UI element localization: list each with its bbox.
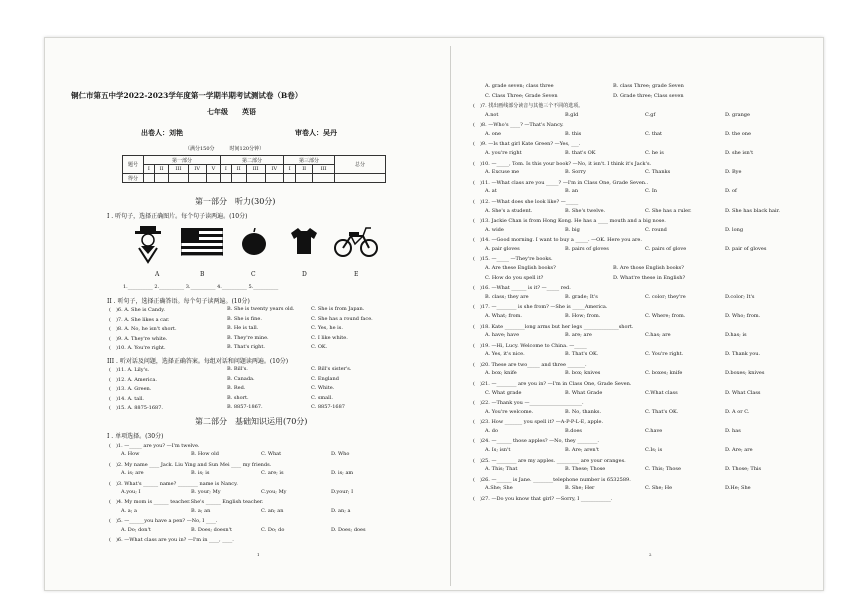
option-text[interactable]: C. that [645,130,663,137]
question-text: ( )9. A. They're white. [109,335,168,342]
option-text[interactable]: D. grange [725,111,750,118]
page-number-left: 1 [257,552,260,557]
option-text[interactable]: A. grade seven; class three [485,83,554,89]
option-text[interactable]: A.She; She [485,485,513,492]
option-text[interactable]: B. She is twenty years old. [227,306,295,312]
option-text[interactable]: C. White. [311,385,335,392]
score-cell[interactable] [206,174,220,183]
question-text: ( )16. —What ______ is it? —_____ red. [473,285,571,292]
reviewer-label: 审卷人：吴丹 [295,128,337,137]
question-text: ( )7. A. She likes a car. [109,316,170,323]
question-text: ( )11. —What class are you _____? —I'm in Class One, Grade Seven.. [473,179,649,186]
option-text[interactable]: C. pairs of glove [645,245,687,252]
option-text[interactable]: A. What; from. [485,312,522,319]
question-text: ( )21. —________ are you in? —I'm in Class One, Grade Seven. [473,380,632,387]
option-text[interactable]: A. at [485,188,497,195]
option-text[interactable]: D.He; She [725,485,751,492]
question-text: ( )1. —_____ are you? —I'm twelve. [109,443,200,449]
option-text[interactable]: D. Bye [725,169,742,176]
option-text[interactable]: A. How [121,451,140,458]
option-text[interactable]: A. Yes, it's nice. [485,351,525,358]
option-text[interactable]: C.Is; is [645,447,663,454]
score-table-cell: II [296,165,313,174]
option-text[interactable]: B. class Three; grade Seven [613,83,684,89]
option-text[interactable]: B. big [565,226,580,233]
question-text: ( )9. —Is that girl Kate Green? —Yes, ___. [473,141,581,148]
score-table-cell: I [144,165,155,174]
option-text[interactable]: C.has; are [645,332,671,339]
question-text: ( )8. A. No, he isn't short. [109,326,177,333]
question-text: ( )2. My name ____ Jack. Liu Ying and Sun Mei ____ my friends. [109,461,272,468]
tshirt-picture [289,226,319,256]
cowboy-picture [133,224,163,264]
option-text[interactable]: D. Does; does [331,526,366,533]
option-text[interactable]: C. round [645,226,667,233]
option-text[interactable]: D. Thank you. [725,351,761,358]
question-text: ( )22. —Thank you —_____________________. [473,400,584,407]
score-table-cell: IV [265,165,283,174]
option-text[interactable]: B. What Grade [565,389,603,396]
option-text[interactable]: C. She has a round face. [311,315,373,322]
pic-label-b: B [200,271,205,278]
option-text[interactable]: D. an; a [331,507,351,514]
question-text: ( )11. A. Lily's. [109,367,150,373]
score-table-cell: II [231,165,246,174]
option-text[interactable]: D. Those; This [725,466,762,473]
option-text[interactable]: D.has; is [725,332,747,339]
option-text[interactable]: A. Are these English books? [485,265,556,272]
score-table-cell: V [206,165,220,174]
option-text[interactable]: D.boxes; knives [725,370,765,377]
question-text: ( )13. Jackie Chan is from Hong Kong. He has a ____ mouth and a big nose. [473,218,666,225]
part1-title: 第一部分 听力(30分) [195,197,276,206]
option-text[interactable]: B. your; My [191,489,221,495]
option-text[interactable]: C. Bill's sister's. [311,366,352,372]
option-text[interactable]: C. OK. [311,344,328,351]
option-text[interactable]: B. That's OK. [565,351,599,358]
option-text[interactable]: D. A or C. [725,408,750,415]
score-table-cell: III [313,165,335,174]
option-text[interactable]: B. That's right. [227,344,265,351]
option-text[interactable]: A. pair gloves [485,245,520,252]
score-cell[interactable] [296,174,313,183]
option-text[interactable]: D. Grade three; Class seven [613,92,684,99]
option-text[interactable]: B. grade; It's [565,293,598,300]
score-cell[interactable] [284,174,296,183]
part1-sec1: I . 听句子，选择正确图片。每个句子读两遍。(10分) [107,213,248,220]
option-text[interactable]: D. Are; are [725,447,753,454]
score-cell[interactable] [335,174,386,183]
option-text[interactable]: A. You're welcome. [485,408,534,415]
score-table-cell: I [221,165,232,174]
question-text: ( )12. —What does she look like? —_____ [473,198,579,205]
option-text[interactable]: A. a; a [121,507,138,514]
question-text: ( )6. —What class are you in? —I'm in ____, ____. [109,537,234,543]
option-text[interactable]: A. Do; don't [121,526,151,533]
option-text[interactable]: A. one [485,130,501,137]
option-text[interactable]: A. This; That [485,466,518,473]
option-text[interactable]: D. long [725,226,744,233]
option-text[interactable]: A. is; are [121,470,144,477]
question-text: ( )3. What's ______ name? ________ name is Nancy. [109,480,238,487]
left-page [45,38,445,590]
score-time: （满分150分 时间120分钟） [185,146,265,152]
score-table-cell: 第一部分 [144,156,221,165]
flag-picture [181,228,223,256]
question-text: ( )23. How _______ you spell it? —A-P-P-L-E, apple. [473,419,604,426]
option-text[interactable]: D. What Class [725,389,761,396]
option-text[interactable]: B. Are; aren't [565,447,600,454]
option-text[interactable]: C. In [645,188,658,195]
option-text[interactable]: B. These; Those [565,466,606,473]
part2-title: 第二部分 基础知识运用(70分) [195,417,308,426]
pic-label-e: E [354,271,359,278]
question-text: ( )14. —Good morning. I want to buy a _____. —OK. Here you are. [473,237,642,244]
option-text[interactable]: D. pair of gloves [725,245,767,252]
option-text[interactable]: C.you; My [261,489,287,495]
question-text: ( )17. —________ is she from? —She is _____America. [473,304,608,311]
option-text[interactable]: C. She; He [645,485,673,492]
option-text[interactable]: D. She has black hair. [725,207,780,214]
option-text[interactable]: C. boxes; knife [645,370,683,377]
option-text[interactable]: B. How old [191,451,219,458]
part2-sec1: I . 单项选择。(30分) [107,433,164,440]
score-cell[interactable] [265,174,283,183]
score-cell[interactable] [188,174,206,183]
question-text: ( )10. —_____, Tom. Is this your book? —No, it isn't. I think it's Jack's. [473,160,652,167]
option-text[interactable]: C. he is [645,150,664,157]
option-text[interactable]: C.gf [645,111,656,118]
option-text[interactable]: D. has [725,427,741,434]
score-cell[interactable] [154,174,169,183]
motorbike-picture [333,224,379,258]
question-text: ( )14. A. tall. [109,395,145,402]
question-text: ( )25. —________ are my apples. _________ are your oranges. [473,457,626,464]
option-text[interactable]: C. an; an [261,507,284,514]
question-text: ( )13. A. Green. [109,386,152,393]
question-text: ( )15. A. 8875-1687. [109,405,163,412]
score-table-cell: 总分 [335,156,386,174]
option-text[interactable]: C.have [645,427,663,434]
option-text[interactable]: D. Who [331,451,350,458]
page-divider [450,46,451,586]
exam-title: 铜仁市第五中学2022-2023学年度第一学期半期考试测试卷（B卷） [71,91,303,100]
option-text[interactable]: B. short. [227,394,249,401]
option-text[interactable]: C. She has a ruler. [645,207,692,214]
option-text[interactable]: A.not [485,111,499,118]
option-text[interactable]: C. Do; do [261,526,285,533]
option-text[interactable]: C. Yes, he is. [311,325,343,332]
option-text[interactable]: A. do [485,427,499,434]
pic-label-c: C [251,271,256,278]
option-text[interactable]: C. England [311,375,339,382]
question-text: ( )20. These are two_____ and three _______. [473,361,587,368]
option-text[interactable]: B. She is fine. [227,315,262,322]
question-text: ( )24. —______ those apples? —No, they ________. [473,438,599,445]
question-text: ( )6. A. She is Candy. [109,307,165,313]
score-cell[interactable] [144,174,155,183]
option-text[interactable]: B. class; they are [485,293,529,300]
option-text[interactable]: D. of [725,188,737,195]
option-text[interactable]: C. I like white. [311,334,348,341]
score-table-header: 题号 [123,156,144,174]
page-number-right: 2 [649,552,652,557]
option-text[interactable]: C. You're right. [645,351,684,358]
pic-label-d: D [302,271,307,278]
option-text[interactable]: C. That's OK. [645,408,679,415]
option-text[interactable]: C. Class Three; Grade Seven [485,92,558,99]
option-text[interactable]: D.color; It's [725,293,755,300]
score-table-cell: III [169,165,188,174]
option-text[interactable]: D. the one [725,130,751,137]
answer-blanks[interactable]: 1.__________ 2.__________ 3.__________ 4.__________ 5.__________ [123,284,279,290]
option-text[interactable]: A. box; knife [485,370,517,377]
option-text[interactable]: C. small. [311,394,333,401]
part1-sec2: II . 听句子，选择正确答语。每个句子读两遍。(10分) [107,298,250,305]
option-text[interactable]: B. this [565,130,582,137]
right-page [463,38,823,590]
score-table-cell: I [284,165,296,174]
option-text[interactable]: B. No, thanks. [565,408,602,415]
question-text: ( )10. A. You're right. [109,345,166,352]
option-text[interactable]: C. are; is [261,470,284,477]
option-text[interactable]: C. What grade [485,389,522,396]
question-text: ( )19. —Hi, Lucy. Welcome to China. —_____ [473,342,587,349]
option-text[interactable]: B. Red. [227,385,246,392]
grade-subject: 七年级 英语 [207,107,256,116]
option-text[interactable]: B. He is tall. [227,325,259,332]
apple-picture [241,228,267,256]
exam-sheet [44,37,824,591]
option-text[interactable]: C. How do you spell it? [485,274,544,281]
score-cell[interactable] [169,174,188,183]
score-table-cell: 第二部分 [221,156,284,165]
score-table-cell: III [246,165,265,174]
score-cell[interactable] [313,174,335,183]
option-text[interactable]: B.gld [565,111,579,118]
question-text: ( )8. —Who's ____? —That's Nancy. [473,122,564,129]
question-text: ( )18. Kate ________long arms but her legs ______________short. [473,323,634,330]
option-text[interactable]: A. have; have [485,332,520,339]
option-text[interactable]: B. is; is [191,470,210,477]
option-text[interactable]: B. a; an [191,507,211,514]
question-text: ( )27. —Do you know that girl? —Sorry, I ____________. [473,495,613,502]
option-text[interactable]: D.your; I [331,489,354,495]
option-text[interactable]: C. What [261,451,282,458]
score-cell[interactable] [246,174,265,183]
question-text: ( )12. A. America. [109,376,157,383]
option-text[interactable]: D. she isn't [725,150,754,157]
score-cell[interactable] [231,174,246,183]
option-text[interactable]: B. Are those English books? [613,265,684,272]
option-text[interactable]: C.What class [645,389,678,396]
option-text[interactable]: A. She's a student. [485,207,533,214]
score-table [122,155,386,183]
part1-sec3: III . 听对话及问题，选择正确答案。每组对话和问题读两遍。(10分) [107,358,289,365]
option-text[interactable]: B. 8857-1867. [227,404,263,411]
option-text[interactable]: B. pairs of gloves [565,245,609,252]
option-text[interactable]: C. 8857-1687 [311,404,345,411]
pic-label-a: A [155,271,160,278]
option-text[interactable]: B. are; are [565,332,592,339]
question-text: ( )4. My mom is ______ teacher.She's ______ English teacher. [109,499,264,506]
question-text: ( )7. 找出画线部分读音与其他三个不同的选项。 [473,103,584,110]
option-text[interactable]: B. that's OK [565,150,596,157]
option-text[interactable]: A.you; I [121,489,141,495]
option-text[interactable]: B.does [565,427,582,434]
question-text: ( )26. —______ is Jane. ________telephone number is 6532589. [473,476,631,483]
option-text[interactable]: A. Excuse me [485,169,520,176]
question-text: ( )15. —_____ —They're books. [473,256,553,263]
option-text[interactable]: C. Thanks [645,169,671,176]
option-text[interactable]: A. Is; isn't [485,447,511,454]
option-text[interactable]: B. an [565,188,579,195]
score-table-cell: II [154,165,169,174]
score-row-label: 得分 [123,174,144,183]
score-table-cell: IV [188,165,206,174]
option-text[interactable]: A. wide [485,226,504,233]
option-text[interactable]: B. How; from. [565,312,601,319]
option-text[interactable]: B. She's twelve. [565,207,606,214]
option-text[interactable]: C. This; Those [645,466,681,473]
score-table-cell: 第三部分 [284,156,335,165]
option-text[interactable]: B. box; knives [565,370,601,377]
option-text[interactable]: B. Bill's. [227,366,248,372]
option-text[interactable]: A. you're right [485,150,522,157]
option-text[interactable]: D. is; am [331,470,354,477]
score-cell[interactable] [221,174,232,183]
option-text[interactable]: B. Does; doesn't [191,526,233,533]
option-text[interactable]: D. Who; from. [725,312,761,319]
option-text[interactable]: B. Canada. [227,375,255,382]
option-text[interactable]: D. What're these in English? [613,274,686,281]
option-text[interactable]: C. She is from Japan. [311,306,365,312]
option-text[interactable]: B. Sorry [565,169,586,176]
option-text[interactable]: B. She; Her [565,485,595,492]
option-text[interactable]: C. color; they're [645,293,686,300]
option-text[interactable]: B. They're mine. [227,334,269,341]
author-label: 出卷人：刘艳 [141,128,183,137]
option-text[interactable]: C. Where; from. [645,312,686,319]
question-text: ( )5. —______you have a pen? —No, I ____. [109,518,218,525]
